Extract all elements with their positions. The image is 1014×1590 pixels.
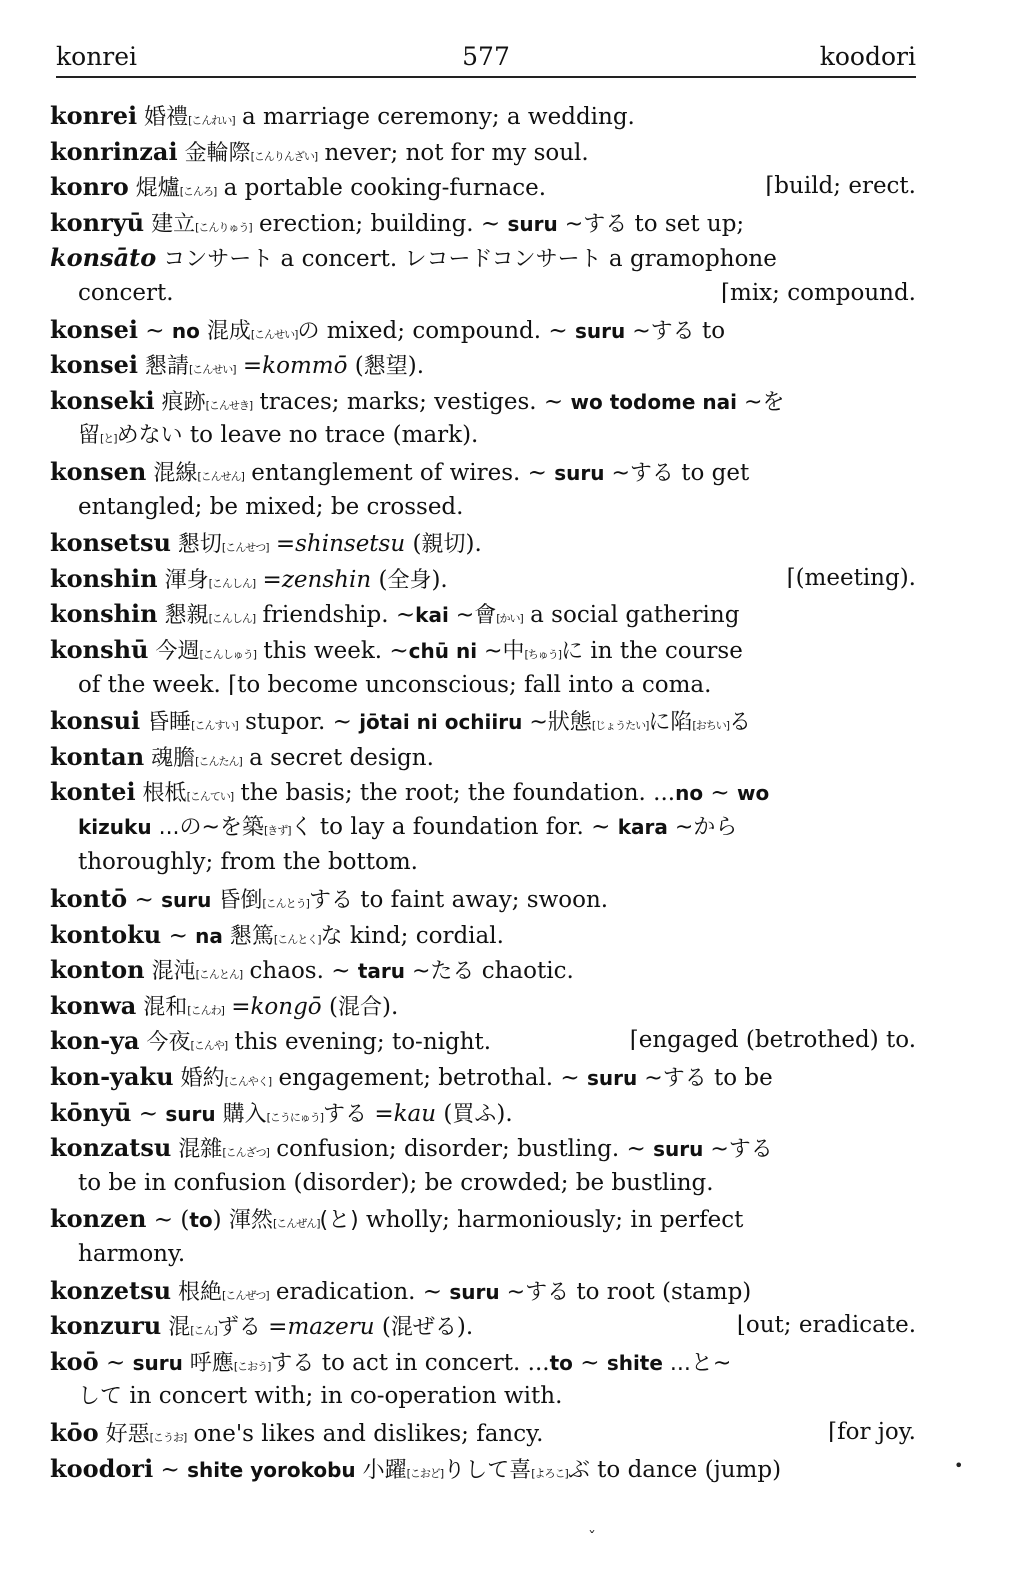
japanese-text: ぶ	[567, 1457, 590, 1483]
entry-line	[50, 1273, 916, 1309]
furigana-reading: [と]	[100, 432, 117, 446]
japanese-text: 懇望	[363, 354, 408, 380]
japanese-text: ~する	[703, 1137, 773, 1163]
headword: konro	[50, 172, 129, 202]
entry-text: ~	[98, 1349, 133, 1376]
entry-continuation-line	[50, 1379, 916, 1415]
japanese-text: 親切	[421, 532, 466, 558]
romaji-phrase: no	[171, 318, 200, 343]
cross-reference: zenshin	[281, 566, 372, 593]
entry-text: ).	[431, 566, 448, 593]
headword: kon-yaku	[50, 1062, 174, 1092]
furigana-reading: [こうお]	[149, 1430, 187, 1444]
japanese-text: コンサート	[156, 247, 274, 273]
japanese-text: 混合	[337, 994, 382, 1020]
japanese-text: (と)	[319, 1208, 359, 1234]
headword: konsei	[50, 350, 138, 380]
entry-text: ~	[703, 780, 737, 807]
furigana-reading: [こんぜん]	[272, 1217, 320, 1231]
entry-text: eradication. ~	[268, 1278, 450, 1305]
entry-line	[50, 632, 916, 668]
entry-line	[50, 347, 916, 383]
entry-text: a social gathering	[522, 602, 740, 629]
entry-text: stupor. ~	[237, 709, 360, 736]
entry-text: ).	[407, 353, 425, 380]
romaji-phrase: taru	[357, 959, 405, 984]
entry-line	[50, 134, 916, 170]
entry-text: =	[367, 1100, 394, 1127]
entry-line	[50, 240, 916, 276]
headword: konsui	[50, 706, 141, 736]
romaji-phrase: suru	[165, 1101, 216, 1126]
entry-line	[50, 1308, 916, 1344]
japanese-text: りして喜	[443, 1457, 532, 1483]
headword: kōo	[50, 1417, 99, 1447]
furigana-reading: [こんすい]	[191, 719, 238, 733]
furigana-reading: [こんりんざい]	[250, 149, 318, 163]
japanese-text: 混和	[136, 994, 188, 1020]
japanese-text: ~狀態	[522, 710, 592, 736]
romaji-phrase: no	[675, 781, 704, 806]
romaji-phrase: to	[549, 1350, 573, 1375]
japanese-text: 混成	[199, 318, 251, 344]
furigana-reading: [じょうたい]	[591, 719, 649, 733]
headword: konshin	[50, 563, 158, 593]
entry-text: =	[235, 353, 263, 380]
entry-line	[50, 383, 916, 419]
entry-continuation-line	[50, 276, 916, 312]
romaji-phrase: suru	[161, 888, 212, 913]
romaji-phrase: suru	[507, 211, 558, 236]
entry-continuation-line	[50, 810, 916, 846]
entry-text: a gramophone	[601, 246, 777, 273]
entry-line	[50, 561, 916, 597]
japanese-text: ずる	[216, 1315, 261, 1341]
entry-text: entangled; be mixed; be crossed.	[78, 493, 464, 520]
dictionary-entries	[50, 98, 916, 1486]
japanese-text: する	[270, 1350, 315, 1376]
entry-line	[50, 596, 916, 632]
headword: koodori	[50, 1453, 154, 1483]
entry-text: this week. ~	[256, 637, 409, 664]
furigana-reading: [かい]	[496, 612, 523, 626]
japanese-text: 今夜	[139, 1030, 191, 1056]
headword: kontō	[50, 884, 128, 914]
entry-line	[50, 774, 916, 810]
header-left-guideword: konrei	[56, 42, 138, 71]
entry-text: =	[223, 993, 251, 1020]
japanese-text: 魂膽	[144, 745, 196, 771]
entry-text: engagement; betrothal. ~	[271, 1065, 588, 1092]
entry-text: to get	[673, 459, 750, 486]
entry-line	[50, 1451, 916, 1487]
japanese-text: 渾身	[157, 567, 209, 593]
japanese-text: ~たる	[404, 959, 475, 985]
headword: konwa	[50, 990, 137, 1020]
japanese-text: ~する	[557, 211, 628, 237]
japanese-text: ~する	[604, 460, 674, 486]
headword: konzetsu	[50, 1275, 172, 1305]
entry-line	[50, 917, 916, 953]
furigana-reading: [こうにゅう]	[266, 1110, 324, 1124]
furigana-reading: [こんせい]	[250, 327, 298, 341]
entry-line	[50, 169, 916, 205]
furigana-reading: [こおう]	[233, 1359, 271, 1373]
entry-text: a portable cooking-furnace.	[216, 175, 547, 202]
furigana-reading: [こんしん]	[208, 576, 256, 590]
entry-text: (	[347, 353, 364, 380]
furigana-reading: [おちい]	[692, 719, 730, 733]
romaji-phrase: shite yorokobu	[187, 1457, 356, 1482]
japanese-text: する	[323, 1101, 368, 1127]
japanese-text: 金輪際	[177, 140, 251, 166]
furigana-reading: [こんとく]	[273, 932, 321, 946]
japanese-text: 購入	[215, 1101, 267, 1127]
entry-text: to be in confusion (disorder); be crowded; be bustling.	[78, 1169, 714, 1196]
furigana-reading: [こんしん]	[208, 612, 256, 626]
romaji-phrase: shite	[606, 1350, 663, 1375]
japanese-text: る	[729, 710, 752, 736]
japanese-text: 婚約	[173, 1066, 225, 1092]
entry-text: wholly; harmoniously; in perfect	[358, 1207, 744, 1234]
furigana-reading: [こんや]	[190, 1039, 228, 1053]
japanese-text: ~する	[637, 1066, 707, 1092]
furigana-reading: [こんてい]	[186, 790, 234, 804]
headword: konrinzai	[50, 136, 178, 166]
furigana-reading: [こんろ]	[179, 185, 217, 199]
runover-text: ⌈mix; compound.	[721, 279, 916, 306]
japanese-text: 懇切	[170, 532, 222, 558]
entry-line	[50, 1059, 916, 1095]
entry-text: mixed; compound. ~	[319, 317, 575, 344]
romaji-phrase: suru	[554, 460, 605, 485]
japanese-text: 混ぜる	[390, 1315, 457, 1341]
headword: konsāto	[50, 243, 157, 273]
print-speck: ˇ	[588, 1528, 596, 1547]
cross-reference: mazeru	[287, 1314, 375, 1341]
runover-text: ⌈(meeting).	[786, 564, 916, 591]
entry-text: one's likes and dislikes; fancy.	[186, 1420, 544, 1447]
headword: konrei	[50, 101, 138, 130]
entry-line	[50, 952, 916, 988]
entry-text: (	[371, 566, 388, 593]
entry-line	[50, 881, 916, 917]
entry-text: ).	[381, 993, 399, 1020]
japanese-text: めない	[116, 423, 183, 449]
entry-text: never; not for my soul.	[317, 139, 589, 166]
japanese-text: の	[297, 318, 320, 344]
romaji-phrase: suru	[575, 318, 626, 343]
entry-text: ~	[127, 887, 162, 914]
japanese-text: 根絶	[171, 1279, 223, 1305]
entry-line	[50, 98, 916, 134]
entry-text: to leave no trace (mark).	[182, 422, 479, 449]
headword: konzen	[50, 1204, 147, 1234]
japanese-text: する	[308, 888, 353, 914]
japanese-text: ~する	[499, 1279, 570, 1305]
japanese-text: レコードコンサート	[404, 247, 602, 273]
entry-text: ~	[161, 922, 196, 949]
running-header	[56, 36, 916, 78]
entry-text: chaos. ~	[242, 958, 358, 985]
japanese-text: 混線	[146, 460, 198, 486]
runover-text: ⌈engaged (betrothed) to.	[629, 1027, 916, 1054]
japanese-text: く	[290, 814, 313, 840]
japanese-text: 混雜	[171, 1137, 223, 1163]
runover-text: ⌊out; eradicate.	[736, 1312, 916, 1339]
entry-text: chaotic.	[474, 958, 574, 985]
entry-text: this evening; to-night.	[227, 1029, 492, 1056]
entry-text: ).	[496, 1100, 513, 1127]
entry-text: kind; cordial.	[342, 922, 504, 949]
romaji-phrase: to	[189, 1208, 213, 1233]
entry-line	[50, 988, 916, 1024]
entry-text: )	[212, 1207, 229, 1234]
entry-text: (	[374, 1314, 391, 1341]
entry-text: =	[260, 1314, 288, 1341]
headword: konseki	[50, 385, 155, 415]
japanese-text: に	[561, 638, 584, 664]
japanese-text: 買ふ	[452, 1101, 497, 1127]
romaji-phrase: jōtai ni ochiiru	[359, 710, 523, 735]
entry-text: to act in concert. ...	[314, 1349, 550, 1376]
furigana-reading: [ちゅう]	[524, 647, 562, 661]
entry-line	[50, 703, 916, 739]
furigana-reading: [こんせん]	[197, 469, 244, 483]
japanese-text: 昏倒	[211, 888, 263, 914]
headword: konton	[50, 955, 145, 985]
entry-text: ~	[137, 317, 172, 344]
romaji-phrase: suru	[449, 1279, 500, 1304]
romaji-phrase: wo	[736, 781, 770, 806]
furigana-reading: [こんわ]	[187, 1003, 224, 1017]
japanese-text: 痕跡	[154, 389, 206, 415]
entry-text: to lay a foundation for. ~	[312, 813, 618, 840]
print-speck: •	[954, 1456, 964, 1475]
entry-text: traces; marks; vestiges. ~	[252, 388, 571, 415]
entry-text: entanglement of wires. ~	[243, 459, 555, 486]
headword: konshin	[50, 599, 158, 629]
entry-text: to dance (jump)	[589, 1456, 782, 1483]
entry-text: thoroughly; from the bottom.	[78, 849, 418, 876]
entry-text: ).	[456, 1314, 474, 1341]
entry-text: a marriage ceremony; a wedding.	[234, 104, 635, 130]
entry-text: =	[268, 531, 296, 558]
entry-text: the basis; the root; the foundation. ...	[233, 780, 676, 807]
entry-text: a secret design.	[241, 744, 434, 771]
entry-continuation-line	[50, 490, 916, 526]
entry-text: (	[405, 531, 422, 558]
entry-continuation-line	[50, 845, 916, 881]
furigana-reading: [こんやく]	[224, 1075, 272, 1089]
entry-text: ~	[572, 1349, 607, 1376]
entry-continuation-line	[50, 1166, 916, 1202]
headword: konryū	[50, 207, 145, 237]
entry-line	[50, 1201, 916, 1237]
japanese-text: な	[320, 923, 343, 949]
japanese-text: 混	[161, 1315, 191, 1341]
entry-line	[50, 312, 916, 348]
romaji-phrase: suru	[653, 1137, 704, 1162]
japanese-text: 昏睡	[140, 710, 192, 736]
furigana-reading: [こおど]	[406, 1466, 444, 1480]
japanese-text: 混沌	[144, 959, 196, 985]
entry-text: friendship. ~	[255, 602, 416, 629]
entry-text: to	[694, 317, 726, 344]
cross-reference: shinsetsu	[295, 531, 406, 558]
headword: konsei	[50, 314, 138, 344]
cross-reference: kau	[393, 1100, 437, 1127]
entry-continuation-line	[50, 1237, 916, 1273]
headword: konshū	[50, 634, 149, 664]
japanese-text: ~を	[737, 389, 785, 415]
furigana-reading: [こんとう]	[262, 897, 309, 911]
japanese-text: ~會	[448, 603, 497, 629]
japanese-text: 小躍	[355, 1457, 407, 1483]
entry-text: concert.	[78, 279, 174, 306]
furigana-reading: [こんりゅう]	[195, 220, 252, 234]
japanese-text: 婚禮	[137, 105, 189, 130]
japanese-text: ...と~	[662, 1350, 732, 1376]
entry-text: (	[321, 993, 338, 1020]
romaji-phrase: kai	[415, 603, 449, 628]
entry-text: ).	[465, 531, 482, 558]
runover-text: ⌈for joy.	[828, 1418, 916, 1445]
header-right-guideword: koodori	[819, 42, 916, 71]
furigana-reading: [こん]	[190, 1324, 217, 1338]
entry-text: harmony.	[78, 1241, 186, 1267]
japanese-text: 渾然	[228, 1208, 273, 1234]
entry-line	[50, 1023, 916, 1059]
furigana-reading: [こんぜつ]	[222, 1288, 269, 1302]
headword: kōnyū	[50, 1097, 132, 1127]
entry-line	[50, 205, 916, 241]
entry-continuation-line	[50, 418, 916, 454]
entry-text: to set up;	[627, 210, 745, 237]
romaji-phrase: kara	[617, 814, 668, 839]
headword: konzuru	[50, 1311, 162, 1341]
entry-line	[50, 739, 916, 775]
entry-line	[50, 525, 916, 561]
headword: konsetsu	[50, 528, 171, 558]
entry-line	[50, 1130, 916, 1166]
page-number: 577	[462, 42, 510, 71]
japanese-text: 焜爐	[128, 176, 180, 202]
entry-text: erection; building. ~	[251, 210, 508, 237]
entry-text: of the week. ⌈to become unconscious; fall into a coma.	[78, 671, 712, 698]
japanese-text: 懇篤	[222, 923, 274, 949]
entry-continuation-line	[50, 668, 916, 704]
furigana-reading: [こんせき]	[205, 398, 253, 412]
entry-text: ~ (	[146, 1207, 190, 1234]
furigana-reading: [きず]	[264, 823, 291, 837]
japanese-text: ~する	[625, 318, 695, 344]
entry-text: confusion; disorder; bustling. ~	[268, 1136, 654, 1163]
headword: kontei	[50, 777, 136, 807]
headword: koō	[50, 1346, 99, 1376]
furigana-reading: [こんしゅう]	[199, 647, 257, 661]
japanese-text: 懇親	[157, 603, 209, 629]
entry-text: in concert with; in co-operation with.	[122, 1383, 563, 1410]
romaji-phrase: wo todome nai	[570, 389, 738, 414]
entry-text: in the course	[583, 637, 743, 664]
entry-text: a concert.	[273, 246, 405, 273]
entry-text: ~	[153, 1456, 188, 1483]
japanese-text: 建立	[144, 211, 196, 237]
headword: kon-ya	[50, 1026, 140, 1056]
cross-reference: kommō	[262, 353, 348, 380]
entry-line	[50, 1415, 916, 1451]
entry-text: (	[436, 1100, 453, 1127]
entry-line	[50, 1344, 916, 1380]
romaji-phrase: chū ni	[408, 638, 478, 663]
runover-text: ⌈build; erect.	[765, 173, 916, 200]
furigana-reading: [こんれい]	[188, 114, 235, 127]
entry-text: to root (stamp)	[569, 1278, 752, 1305]
furigana-reading: [こんせつ]	[221, 541, 269, 555]
furigana-reading: [こんとん]	[195, 968, 243, 982]
romaji-phrase: kizuku	[78, 814, 152, 839]
japanese-text: に陷	[648, 710, 693, 736]
headword: konsen	[50, 456, 147, 486]
entry-line	[50, 454, 916, 490]
headword: kontan	[50, 741, 145, 771]
headword: konzatsu	[50, 1133, 172, 1163]
entry-line	[50, 1095, 916, 1131]
romaji-phrase: na	[195, 923, 223, 948]
romaji-phrase: suru	[587, 1066, 638, 1091]
entry-text: ~	[131, 1100, 166, 1127]
entry-text: to be	[706, 1065, 773, 1092]
japanese-text: 呼應	[182, 1350, 234, 1376]
furigana-reading: [こんせい]	[188, 363, 236, 377]
japanese-text: 留	[78, 423, 101, 449]
japanese-text: ...の~を築	[151, 814, 264, 840]
headword: kontoku	[50, 919, 162, 949]
cross-reference: kongō	[250, 993, 322, 1020]
furigana-reading: [よろこ]	[531, 1466, 568, 1480]
japanese-text: 今週	[148, 638, 200, 664]
japanese-text: ~から	[667, 814, 738, 840]
japanese-text: 懇請	[137, 354, 189, 380]
furigana-reading: [こんざつ]	[222, 1146, 269, 1160]
japanese-text: 全身	[387, 567, 432, 593]
furigana-reading: [こんたん]	[195, 754, 242, 768]
japanese-text: 好惡	[98, 1421, 150, 1447]
entry-text: =	[255, 566, 282, 593]
japanese-text: 根柢	[135, 781, 187, 807]
entry-text: to faint away; swoon.	[352, 887, 609, 914]
japanese-text: して	[78, 1384, 123, 1410]
japanese-text: ~中	[477, 638, 525, 664]
romaji-phrase: suru	[132, 1350, 183, 1375]
